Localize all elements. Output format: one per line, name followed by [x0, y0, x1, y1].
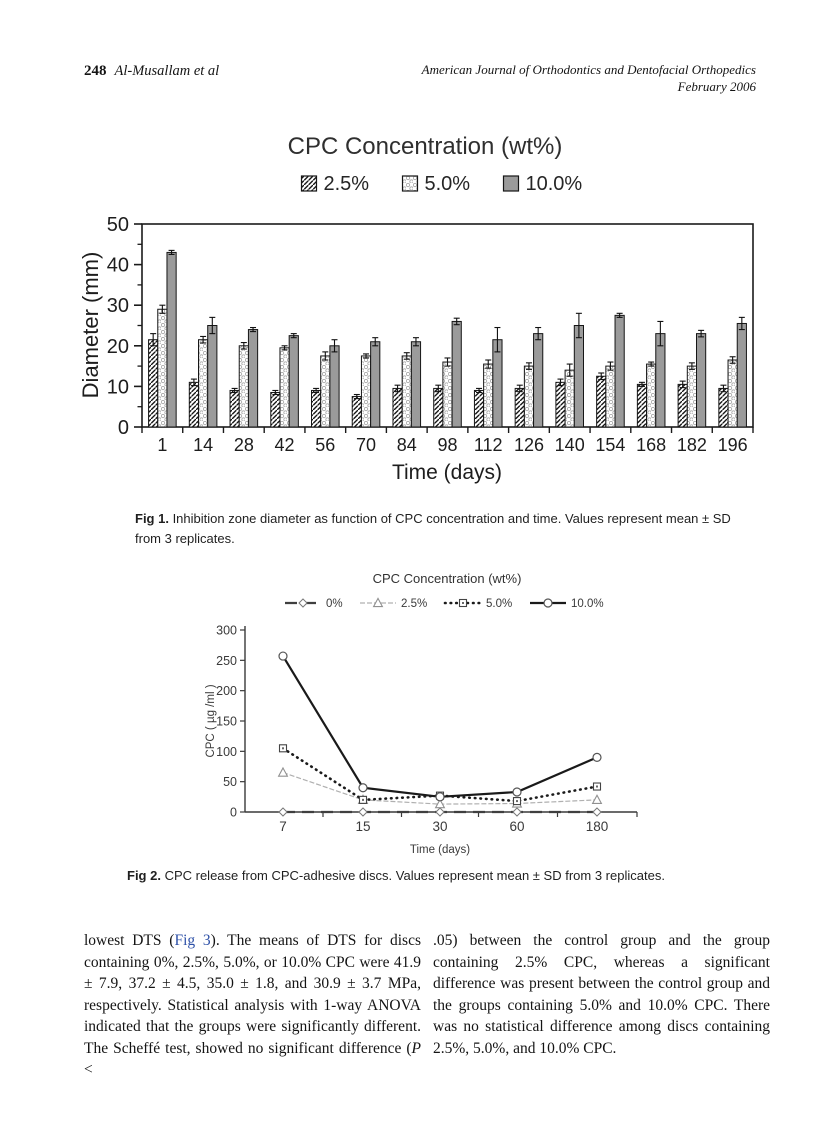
fig1-caption-label: Fig 1. [135, 511, 169, 526]
svg-text:126: 126 [513, 435, 544, 455]
bar-5.0%-day196 [728, 360, 737, 427]
bar-2.5%-day98 [434, 388, 443, 427]
svg-text:10.0%: 10.0% [525, 173, 583, 195]
fig2-caption-label: Fig 2. [127, 868, 161, 883]
svg-text:10.0%: 10.0% [571, 598, 604, 610]
fig1-legend-item [504, 173, 583, 195]
fig1-caption-text: Inhibition zone diameter as function of CPC concentration and time. Values represent mean ± SD from 3 replicates. [135, 511, 731, 546]
svg-text:CPC ( µg /ml ): CPC ( µg /ml ) [205, 684, 217, 758]
fig1-svg [70, 113, 790, 518]
svg-text:50: 50 [223, 775, 237, 790]
body-column-right [433, 930, 770, 1059]
fig2-series-0% [279, 808, 601, 816]
svg-text:168: 168 [636, 435, 667, 455]
bar-2.5%-day1 [149, 340, 158, 427]
svg-text:10: 10 [106, 376, 129, 399]
svg-text:0: 0 [230, 805, 237, 820]
bar-5.0%-day1 [158, 309, 167, 427]
bar-10.0%-day196 [737, 323, 746, 427]
bar-2.5%-day140 [556, 382, 565, 427]
bar-10.0%-day70 [371, 342, 380, 427]
svg-text:300: 300 [216, 623, 237, 638]
header-right [422, 61, 756, 95]
bar-5.0%-day28 [239, 346, 248, 427]
running-authors: Al-Musallam et al [114, 63, 220, 79]
svg-text:30: 30 [432, 819, 448, 834]
bar-10.0%-day28 [248, 330, 257, 427]
body-text: .05) between the control group and the group containing 2.5% CPC, whereas a significant difference was present between the control group and the groups containing 5.0% and 10.0% CPC. There was no statistical difference among discs containing 2.5%, 5.0%, and 10.0% CPC. [433, 932, 770, 1057]
svg-text:60: 60 [509, 819, 525, 834]
fig2-series-2.5% [279, 768, 602, 808]
fig2-series-10.0% [279, 652, 601, 801]
svg-text:0%: 0% [326, 598, 343, 610]
svg-text:42: 42 [274, 435, 295, 455]
svg-text:180: 180 [585, 819, 609, 834]
svg-text:140: 140 [554, 435, 585, 455]
svg-text:154: 154 [595, 435, 626, 455]
bar-5.0%-day98 [443, 362, 452, 427]
svg-text:70: 70 [356, 435, 377, 455]
fig3-link[interactable]: Fig 3 [174, 932, 211, 949]
svg-text:15: 15 [355, 819, 371, 834]
bar-10.0%-day112 [493, 340, 502, 427]
svg-text:14: 14 [193, 435, 214, 455]
bar-5.0%-day84 [402, 356, 411, 427]
bar-2.5%-day84 [393, 388, 402, 427]
svg-text:56: 56 [315, 435, 336, 455]
bar-10.0%-day42 [289, 336, 298, 427]
bar-10.0%-day140 [574, 326, 583, 428]
svg-text:Time (days): Time (days) [409, 844, 471, 856]
svg-text:20: 20 [106, 335, 129, 358]
fig1-caption [135, 509, 747, 549]
fig1-legend-item [403, 173, 471, 195]
fig1-bar-chart [70, 113, 790, 518]
svg-text:250: 250 [216, 653, 237, 668]
svg-text:5.0%: 5.0% [486, 598, 513, 610]
fig2-legend-item [445, 598, 512, 610]
bar-10.0%-day56 [330, 346, 339, 427]
svg-text:CPC Concentration (wt%): CPC Concentration (wt%) [287, 133, 563, 160]
bar-10.0%-day14 [208, 326, 217, 428]
svg-text:CPC Concentration (wt%): CPC Concentration (wt%) [372, 571, 522, 586]
body-text: lowest DTS ( [84, 932, 175, 949]
fig2-caption [127, 866, 767, 886]
svg-text:5.0%: 5.0% [424, 173, 471, 195]
svg-text:200: 200 [216, 684, 237, 699]
bar-2.5%-day112 [474, 390, 483, 427]
journal-issue-date: February 2006 [677, 79, 756, 94]
bar-5.0%-day126 [524, 366, 533, 427]
body-text: ). The means of DTS for discs containing 0%, 2.5%, 5.0%, or 10.0% CPC were 41.9 ± 7.9, 37.2 ± 4.5, 35.0 ± 1.8, and 30.9 ± 3.7 MPa, respectively. Statistical analysis with 1-way ANOVA indicated that the groups were significantly different. The Scheffé test, showed no significant difference ( [84, 932, 421, 1057]
bar-10.0%-day154 [615, 315, 624, 427]
bar-2.5%-day154 [597, 376, 606, 427]
fig1-legend-item [302, 173, 370, 195]
bar-5.0%-day56 [321, 356, 330, 427]
svg-text:Diameter (mm): Diameter (mm) [78, 251, 103, 399]
fig2-legend-item [530, 598, 604, 610]
bar-2.5%-day28 [230, 390, 239, 427]
bar-2.5%-day42 [271, 392, 280, 427]
bar-2.5%-day196 [719, 388, 728, 427]
bar-2.5%-day168 [637, 384, 646, 427]
svg-text:7: 7 [279, 819, 287, 834]
bar-2.5%-day126 [515, 388, 524, 427]
bar-5.0%-day70 [361, 356, 370, 427]
fig2-line-chart [150, 560, 730, 865]
body-text: < [84, 1061, 93, 1078]
bar-5.0%-day140 [565, 370, 574, 427]
svg-text:98: 98 [437, 435, 458, 455]
p-value-symbol: P [411, 1039, 421, 1057]
bar-10.0%-day126 [534, 334, 543, 427]
bar-2.5%-day182 [678, 384, 687, 427]
fig2-legend-item [285, 598, 343, 610]
svg-text:30: 30 [106, 295, 129, 318]
page-number: 248 [84, 63, 107, 79]
bar-10.0%-day98 [452, 321, 461, 427]
svg-text:150: 150 [216, 714, 237, 729]
fig2-caption-text: CPC release from CPC-adhesive discs. Values represent mean ± SD from 3 replicates. [160, 868, 665, 883]
journal-title: American Journal of Orthodontics and Dentofacial Orthopedics [421, 62, 756, 77]
bar-2.5%-day14 [189, 382, 198, 427]
bar-2.5%-day56 [312, 390, 321, 427]
header-left [84, 63, 219, 80]
bar-10.0%-day182 [697, 334, 706, 427]
bar-5.0%-day14 [199, 340, 208, 427]
bar-10.0%-day84 [411, 342, 420, 427]
body-column-left [84, 930, 421, 1081]
bar-5.0%-day42 [280, 348, 289, 427]
bar-5.0%-day112 [484, 364, 493, 427]
svg-text:182: 182 [676, 435, 707, 455]
svg-text:2.5%: 2.5% [401, 598, 428, 610]
bar-10.0%-day168 [656, 334, 665, 427]
svg-text:28: 28 [233, 435, 254, 455]
svg-text:40: 40 [106, 254, 129, 277]
bar-5.0%-day182 [687, 366, 696, 427]
svg-text:50: 50 [106, 214, 129, 236]
fig2-legend-item [360, 598, 427, 610]
svg-text:84: 84 [396, 435, 417, 455]
svg-text:0: 0 [117, 417, 129, 439]
bar-2.5%-day70 [352, 397, 361, 427]
svg-text:196: 196 [717, 435, 748, 455]
svg-text:2.5%: 2.5% [323, 173, 370, 195]
fig2-svg [150, 560, 730, 865]
svg-text:1: 1 [157, 435, 168, 455]
bar-5.0%-day154 [606, 366, 615, 427]
svg-text:Time (days): Time (days) [391, 461, 503, 484]
bar-5.0%-day168 [647, 364, 656, 427]
svg-text:100: 100 [216, 744, 237, 759]
svg-text:112: 112 [473, 435, 503, 455]
bar-10.0%-day1 [167, 252, 176, 427]
